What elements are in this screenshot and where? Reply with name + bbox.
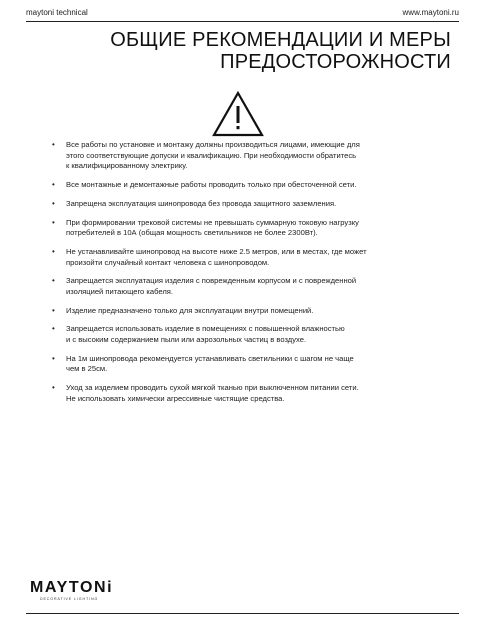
warning-triangle-icon	[212, 91, 264, 137]
bullet-icon: •	[52, 276, 55, 286]
header-website: www.maytoni.ru	[402, 8, 459, 17]
bullet-icon: •	[52, 179, 55, 189]
logo-tagline: DECORATIVE LIGHTING	[40, 597, 99, 601]
bullet-icon: •	[52, 305, 55, 315]
list-item: • Запрещена эксплуатация шинопровода без провода защитного заземления.	[52, 198, 337, 208]
maytoni-logo	[30, 580, 170, 610]
list-item: • На 1м шинопровода рекомендуется устанавливать светильники с шагом не чаще чем в 25см.	[52, 353, 354, 374]
list-item: • Запрещается эксплуатация изделия с поврежденным корпусом и с поврежденной изоляцией питающего кабеля.	[52, 276, 357, 296]
footer-divider	[26, 613, 459, 614]
list-item: • Все монтажные и демонтажные работы проводить только при обесточенной сети.	[52, 179, 357, 189]
bullet-icon: •	[52, 217, 55, 227]
bullet-icon: •	[52, 140, 55, 149]
list-item: • При формировании трековой системы не превышать суммарную токовую нагрузку потребителей в 10А (общая мощность светильников не более 2300Вт).	[52, 217, 359, 238]
bullet-icon: •	[52, 324, 55, 334]
bullet-icon: •	[52, 353, 55, 363]
page-title-line-1: ОБЩИЕ РЕКОМЕНДАЦИИ И МЕРЫ	[110, 29, 451, 51]
logo-wordmark: MAYTONi	[30, 579, 114, 596]
safety-rules-list	[52, 140, 402, 413]
list-item: • Запрещается использовать изделие в помещениях с повышенной влажностью и с высоким содержанием пыли или аэрозольных частиц в воздухе.	[52, 324, 345, 345]
page-title	[110, 29, 451, 73]
list-item: • Уход за изделием проводить сухой мягкой тканью при выключенном питании сети. Не использовать химически агрессивные чистящие средства.	[52, 383, 359, 403]
page-title-line-2: ПРЕДОСТОРОЖНОСТИ	[220, 51, 451, 73]
bullet-icon: •	[52, 383, 55, 393]
list-item: • Изделие предназначено только для эксплуатации внутри помещений.	[52, 305, 314, 315]
header-brand: maytoni technical	[26, 8, 88, 17]
header-divider	[26, 21, 459, 22]
list-item: • Не устанавливайте шинопровод на высоте ниже 2.5 метров, или в местах, где может произойти случайный контакт человека с шинопроводом.	[52, 246, 367, 267]
list-item: • Все работы по установке и монтажу должны производиться лицами, имеющие для этого соответствующие допуски и квалификацию. При необходимости обратитесь к квалифицированному электрику.	[52, 140, 360, 171]
bullet-icon: •	[52, 246, 55, 256]
bullet-icon: •	[52, 198, 55, 208]
